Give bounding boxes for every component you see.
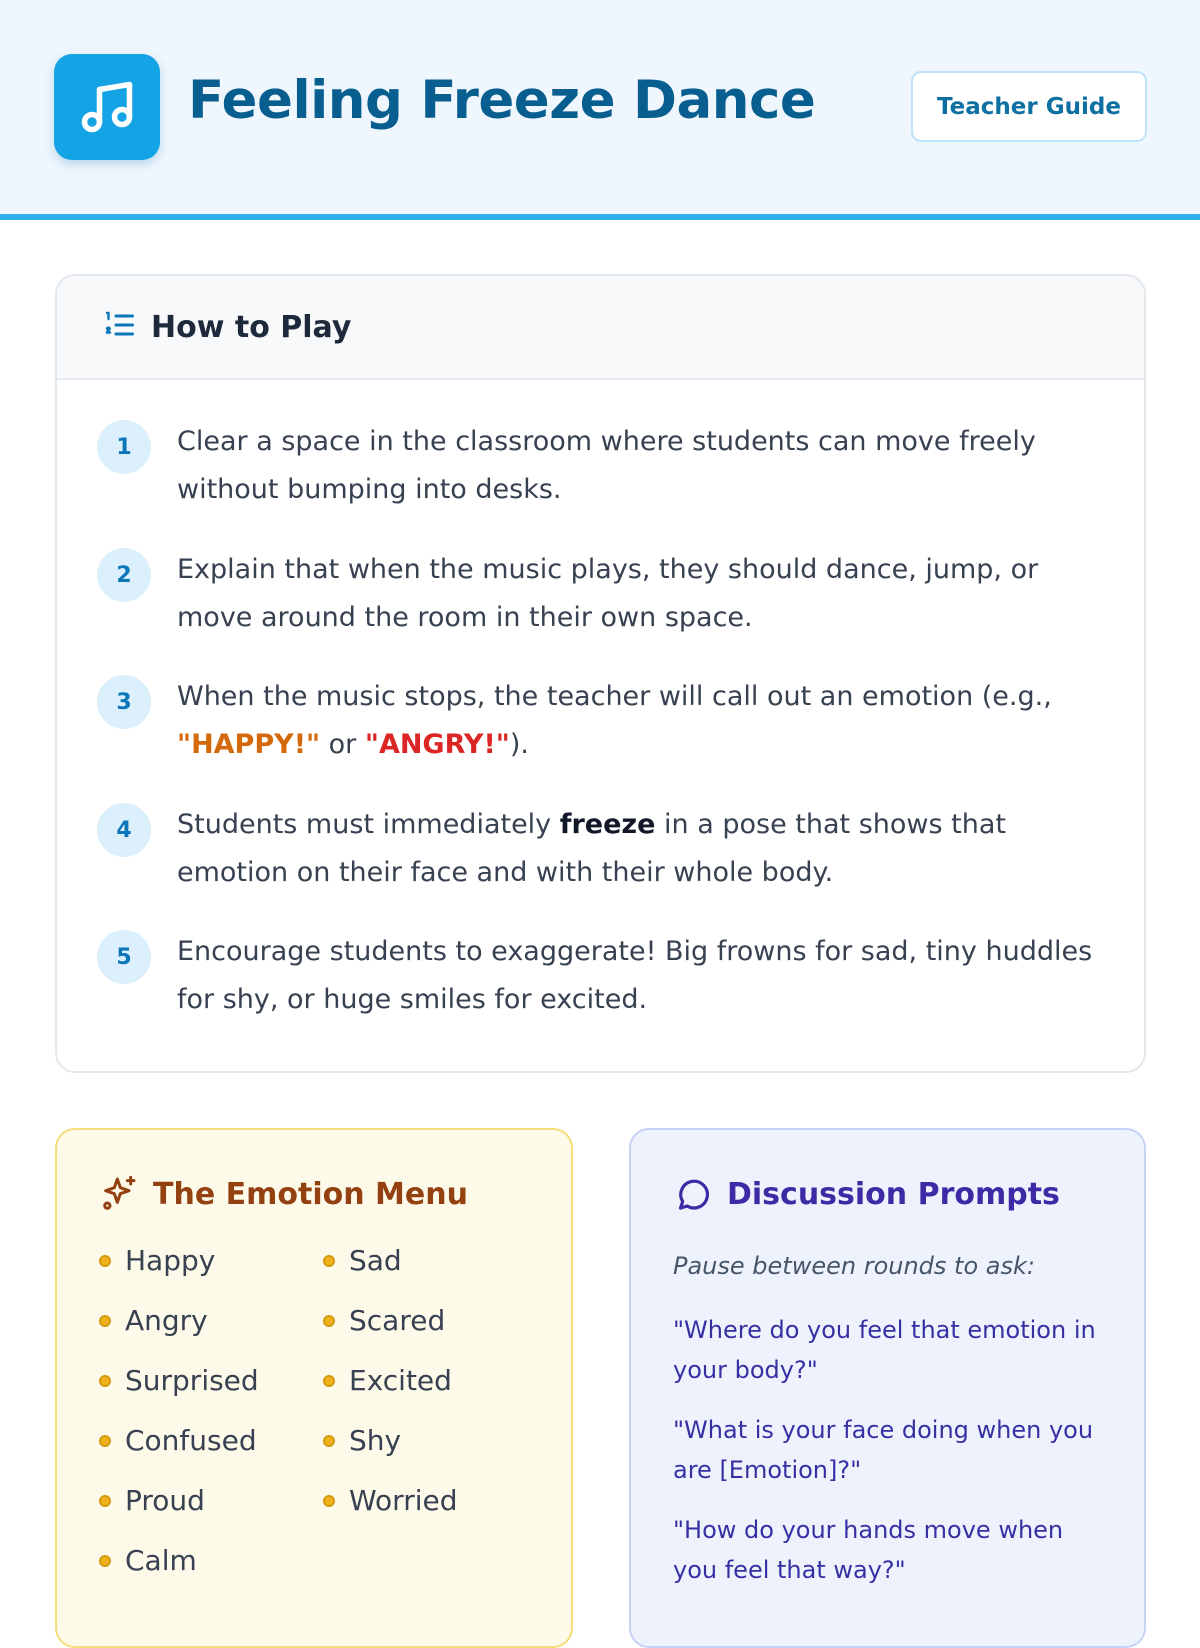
- bullet-dot: [99, 1495, 111, 1507]
- emotion-label: Surprised: [125, 1364, 259, 1397]
- discussion-prompts-card: [629, 1128, 1146, 1648]
- discussion-prompt: "What is your face doing when you are [Emotion]?": [673, 1416, 1094, 1484]
- step-number: 3: [97, 675, 151, 729]
- step-text-part: ).: [509, 729, 529, 760]
- emotion-item: [99, 1304, 208, 1337]
- happy-callout: "HAPPY!": [177, 729, 321, 760]
- emotion-label: Proud: [125, 1484, 205, 1517]
- emotion-menu-card: [55, 1128, 573, 1648]
- emotion-item: [323, 1484, 458, 1517]
- emotion-item: [99, 1544, 197, 1577]
- step-text-part: in a pose that shows that emotion on their face and with their whole body.: [177, 809, 1006, 888]
- sparkles-icon: [99, 1174, 139, 1214]
- emotion-item: [99, 1244, 215, 1277]
- emotion-item: [99, 1364, 259, 1397]
- bullet-dot: [323, 1375, 335, 1387]
- bullet-dot: [323, 1315, 335, 1327]
- step-text: Encourage students to exaggerate! Big frowns for sad, tiny huddles for shy, or huge smiles for excited.: [177, 936, 1093, 1015]
- angry-callout: "ANGRY!": [364, 729, 510, 760]
- step-text: [177, 801, 1117, 897]
- bullet-dot: [323, 1435, 335, 1447]
- discussion-prompts-heading: Discussion Prompts: [727, 1176, 1060, 1212]
- page-header: [0, 0, 1200, 220]
- step-number: 1: [97, 420, 151, 474]
- bullet-dot: [99, 1555, 111, 1567]
- discussion-prompts-title: [673, 1174, 1060, 1214]
- step-text: [177, 673, 1117, 769]
- emotion-label: Angry: [125, 1304, 208, 1337]
- step-text-part: When the music stops, the teacher will call out an emotion (e.g.,: [177, 681, 1052, 712]
- bullet-dot: [323, 1495, 335, 1507]
- bullet-dot: [99, 1315, 111, 1327]
- step-number: 4: [97, 803, 151, 857]
- step-number: 5: [97, 930, 151, 984]
- emotion-menu-title: [99, 1174, 468, 1214]
- emotion-item: [99, 1424, 257, 1457]
- emotion-item: [323, 1424, 401, 1457]
- emotion-label: Excited: [349, 1364, 452, 1397]
- numbered-list-icon: [101, 307, 137, 347]
- emotion-label: Worried: [349, 1484, 458, 1517]
- emotion-label: Shy: [349, 1424, 402, 1457]
- emotion-label: Confused: [125, 1424, 257, 1457]
- how-to-play-title: How to Play: [151, 309, 352, 345]
- page-title: Feeling Freeze Dance: [188, 70, 816, 131]
- emotion-item: [99, 1484, 205, 1517]
- bullet-dot: [99, 1375, 111, 1387]
- music-notes-icon: [54, 54, 160, 160]
- discussion-prompt: "Where do you feel that emotion in your body?": [673, 1316, 1096, 1384]
- emotion-label: Sad: [349, 1244, 402, 1277]
- how-to-play-card: [55, 274, 1146, 1073]
- emotion-label: Calm: [125, 1544, 197, 1577]
- emotion-label: Scared: [349, 1304, 446, 1337]
- bullet-dot: [99, 1435, 111, 1447]
- step-text-part: or: [320, 729, 365, 760]
- step-text: Explain that when the music plays, they should dance, jump, or move around the room in their own space.: [177, 554, 1039, 633]
- discussion-prompt: "How do your hands move when you feel that way?": [673, 1516, 1064, 1584]
- step-text: Clear a space in the classroom where students can move freely without bumping into desks.: [177, 426, 1036, 505]
- bullet-dot: [323, 1255, 335, 1267]
- discussion-intro: Pause between rounds to ask:: [673, 1252, 1035, 1280]
- freeze-emphasis: freeze: [559, 809, 656, 840]
- emotion-item: [323, 1244, 402, 1277]
- teacher-guide-button[interactable]: Teacher Guide: [911, 71, 1147, 142]
- emotion-item: [323, 1364, 452, 1397]
- bullet-dot: [99, 1255, 111, 1267]
- how-to-play-header: [57, 276, 1144, 380]
- emotion-label: Happy: [125, 1244, 216, 1277]
- emotion-item: [323, 1304, 445, 1337]
- step-text-part: Students must immediately: [177, 809, 560, 840]
- step-number: 2: [97, 548, 151, 602]
- emotion-menu-heading: The Emotion Menu: [153, 1176, 468, 1212]
- speech-bubble-icon: [673, 1174, 713, 1214]
